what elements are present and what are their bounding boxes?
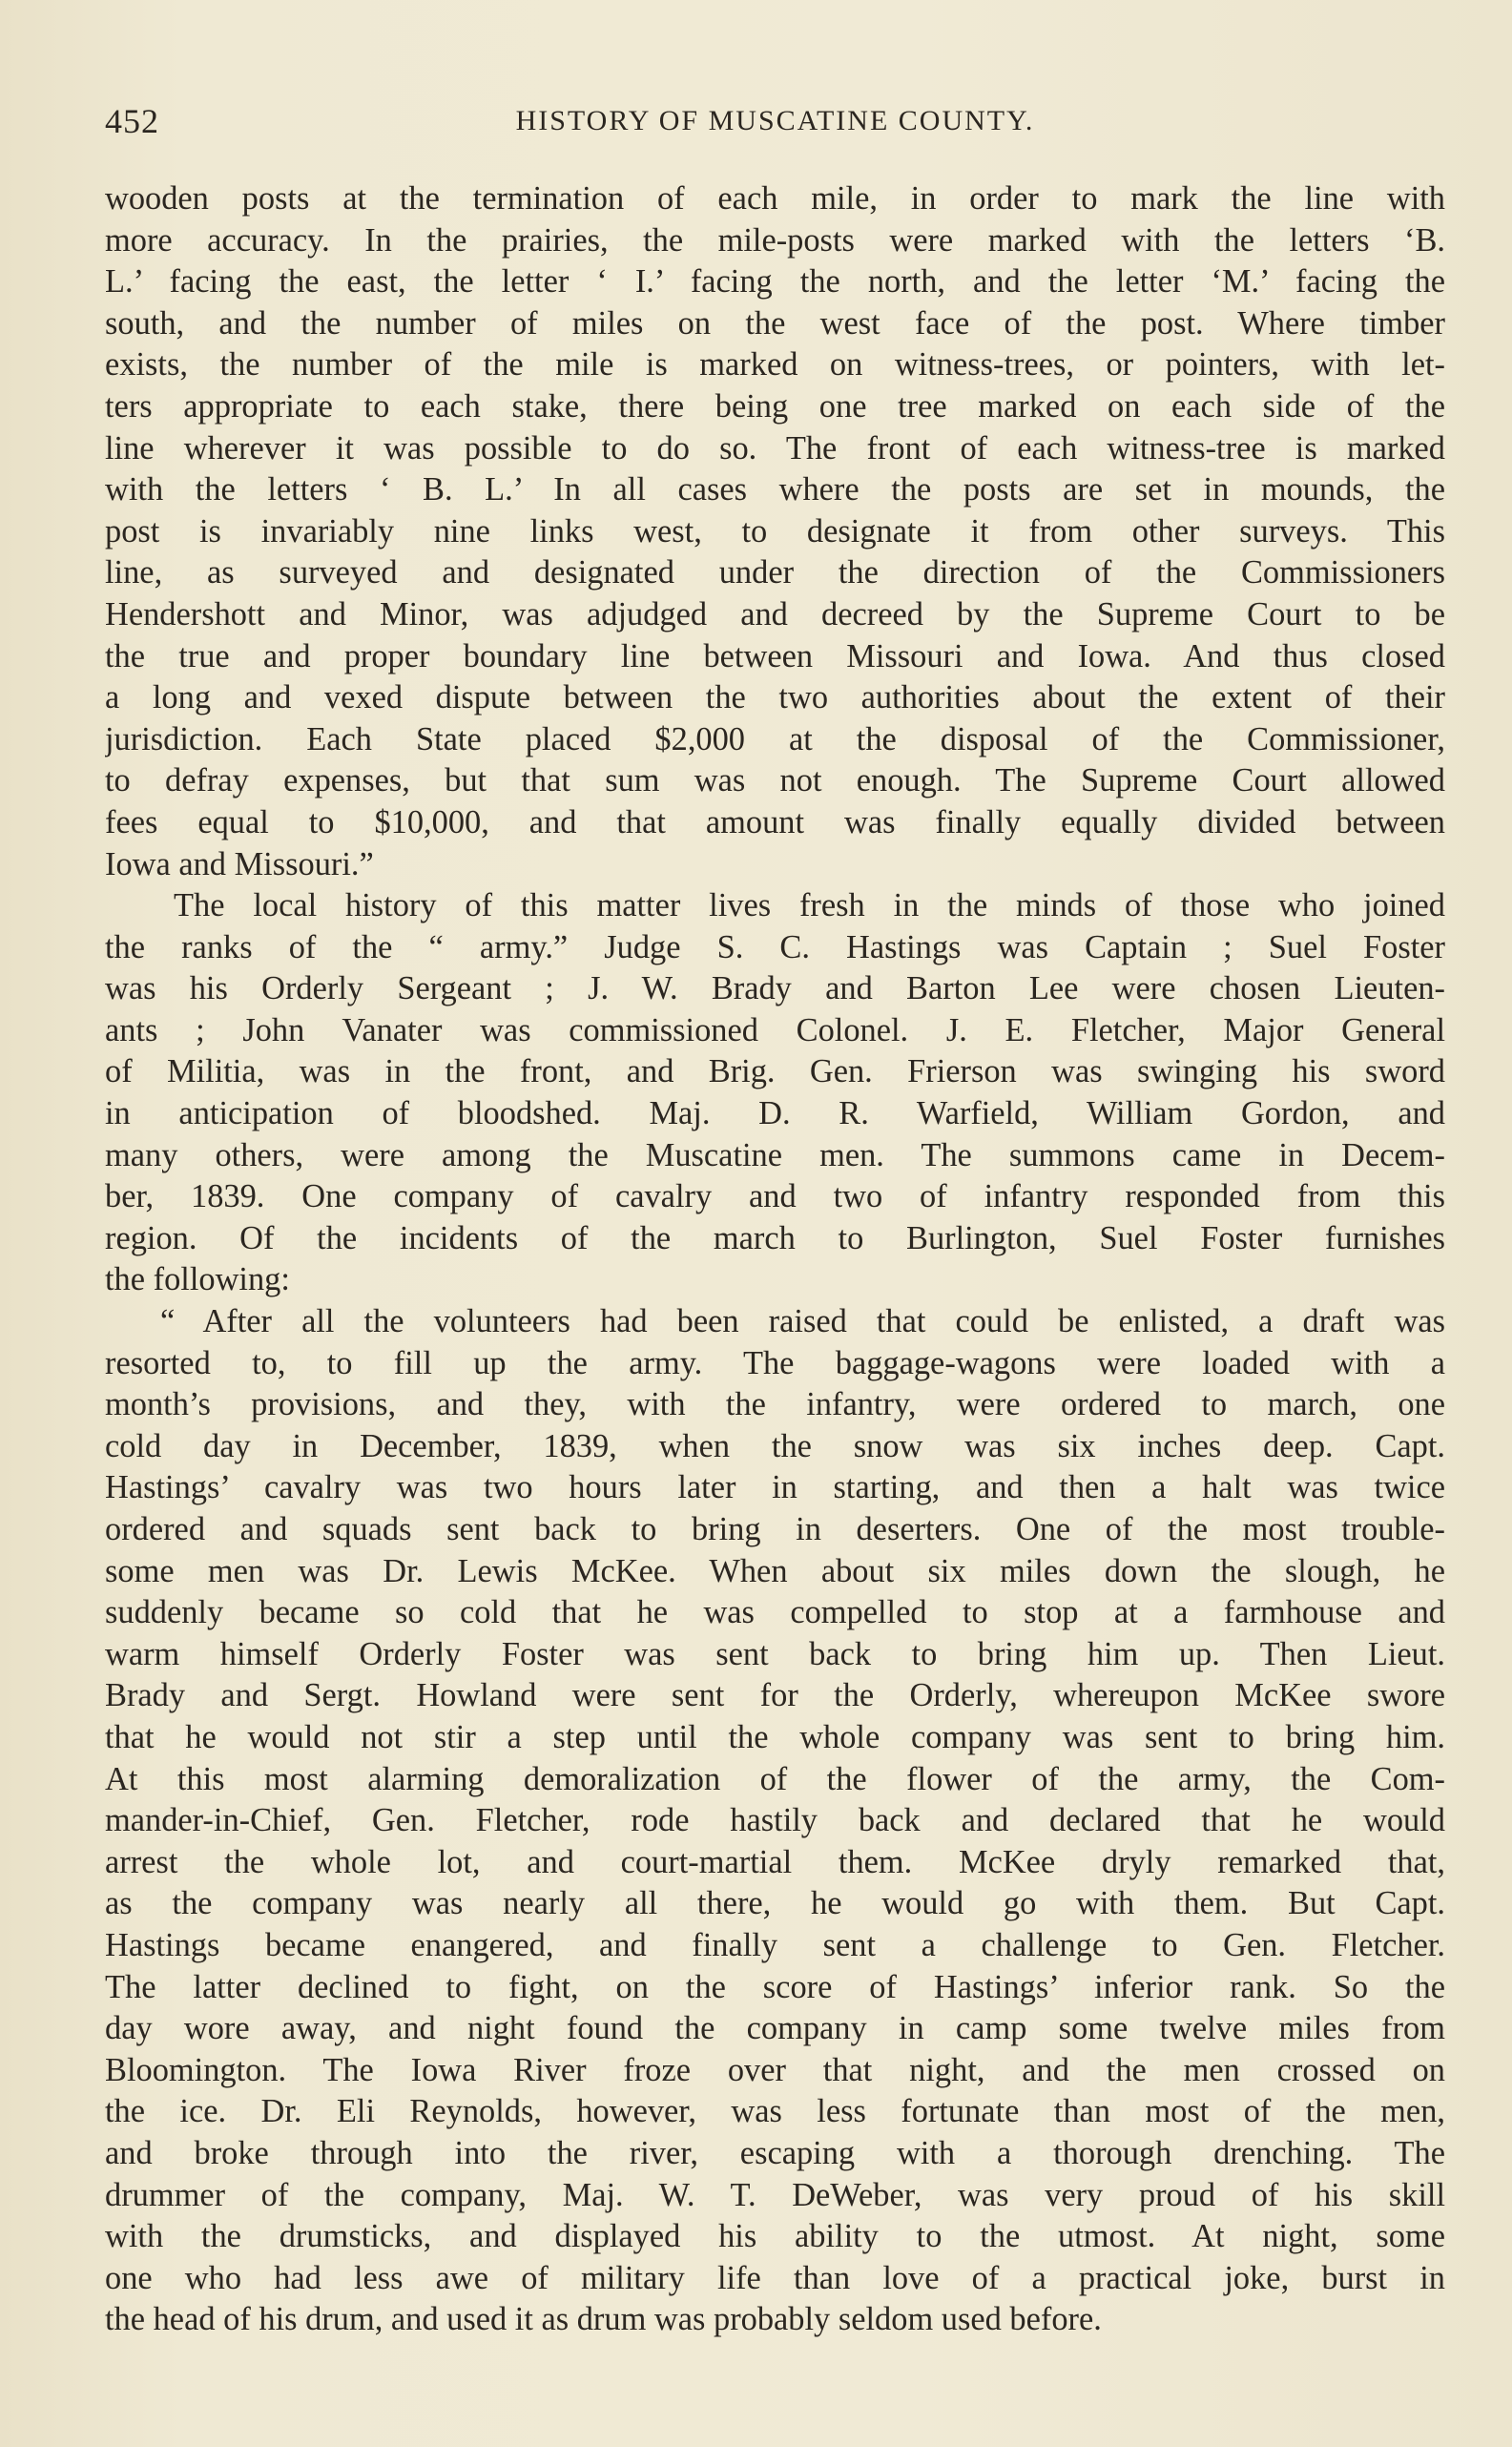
- text-line: that he would not stir a step until the whole company was sent to bring him.: [105, 1718, 1445, 1755]
- text-line: the head of his drum, and used it as drum was probably seldom used before.: [105, 2301, 1102, 2338]
- text-line: ants ; John Vanater was commissioned Colonel. J. E. Fletcher, Major General: [105, 1011, 1445, 1048]
- text-line: drummer of the company, Maj. W. T. DeWeber, was very proud of his skill: [105, 2176, 1445, 2213]
- text-line: line wherever it was possible to do so. The front of each witness-tree is marked: [105, 429, 1445, 467]
- text-line: some men was Dr. Lewis McKee. When about six miles down the slough, he: [105, 1552, 1445, 1589]
- text-line: day wore away, and night found the company in camp some twelve miles from: [105, 2010, 1445, 2047]
- page-header: [105, 101, 1445, 143]
- text-line: The latter declined to fight, on the score of Hastings’ inferior rank. So the: [105, 1968, 1445, 2005]
- text-line: as the company was nearly all there, he would go with them. But Capt.: [105, 1885, 1445, 1922]
- text-line: many others, were among the Muscatine men. The summons came in Decem-: [105, 1136, 1445, 1173]
- text-line: and broke through into the river, escaping with a thorough drenching. The: [105, 2134, 1445, 2171]
- text-line: the ice. Dr. Eli Reynolds, however, was less fortunate than most of the men,: [105, 2093, 1445, 2130]
- text-line: of Militia, was in the front, and Brig. Gen. Frierson was swinging his sword: [105, 1053, 1445, 1090]
- text-line: exists, the number of the mile is marked on witness-trees, or pointers, with let-: [105, 346, 1445, 384]
- text-line: cold day in December, 1839, when the snow was six inches deep. Capt.: [105, 1427, 1445, 1464]
- text-line: The local history of this matter lives fresh in the minds of those who joined: [174, 887, 1445, 924]
- text-line: wooden posts at the termination of each mile, in order to mark the line with: [105, 180, 1445, 217]
- text-line: the true and proper boundary line between Missouri and Iowa. And thus closed: [105, 637, 1445, 674]
- text-line: “ After all the volunteers had been raised that could be enlisted, a draft was: [160, 1303, 1445, 1340]
- running-head: HISTORY OF MUSCATINE COUNTY.: [515, 105, 1035, 136]
- text-line: with the letters ‘ B. L.’ In all cases where the posts are set in mounds, the: [105, 471, 1445, 508]
- text-line: At this most alarming demoralization of the flower of the army, the Com-: [105, 1760, 1445, 1797]
- text-line: region. Of the incidents of the march to Burlington, Suel Foster furnishes: [105, 1219, 1445, 1256]
- text-line: jurisdiction. Each State placed $2,000 at the disposal of the Commissioner,: [105, 720, 1445, 757]
- text-line: Hendershott and Minor, was adjudged and decreed by the Supreme Court to be: [105, 595, 1445, 632]
- text-line: with the drumsticks, and displayed his ability to the utmost. At night, some: [105, 2218, 1445, 2255]
- text-line: suddenly became so cold that he was compelled to stop at a farmhouse and: [105, 1594, 1445, 1631]
- text-line: resorted to, to fill up the army. The baggage-wagons were loaded with a: [105, 1344, 1445, 1381]
- page-number: 452: [105, 102, 159, 140]
- text-line: was his Orderly Sergeant ; J. W. Brady and Barton Lee were chosen Lieuten-: [105, 970, 1445, 1007]
- text-line: to defray expenses, but that sum was not enough. The Supreme Court allowed: [105, 762, 1445, 799]
- text-line: Iowa and Missouri.”: [105, 845, 374, 882]
- text-line: Bloomington. The Iowa River froze over that night, and the men crossed on: [105, 2051, 1445, 2088]
- text-line: L.’ facing the east, the letter ‘ I.’ facing the north, and the letter ‘M.’ facing the: [105, 263, 1445, 301]
- text-line: in anticipation of bloodshed. Maj. D. R. Warfield, William Gordon, and: [105, 1095, 1445, 1132]
- text-line: fees equal to $10,000, and that amount was finally equally divided between: [105, 803, 1445, 840]
- text-line: ber, 1839. One company of cavalry and two of infantry responded from this: [105, 1178, 1445, 1215]
- body-text: [105, 178, 1445, 2341]
- text-line: ters appropriate to each stake, there being one tree marked on each side of the: [105, 387, 1445, 425]
- text-line: month’s provisions, and they, with the infantry, were ordered to march, one: [105, 1386, 1445, 1423]
- text-line: mander-in-Chief, Gen. Fletcher, rode hastily back and declared that he would: [105, 1802, 1445, 1839]
- text-line: Hastings’ cavalry was two hours later in starting, and then a halt was twice: [105, 1469, 1445, 1506]
- text-line: Hastings became enangered, and finally sent a challenge to Gen. Fletcher.: [105, 1926, 1445, 1963]
- text-line: south, and the number of miles on the west face of the post. Where timber: [105, 304, 1445, 342]
- text-line: the ranks of the “ army.” Judge S. C. Hastings was Captain ; Suel Foster: [105, 928, 1445, 965]
- text-line: Brady and Sergt. Howland were sent for the Orderly, whereupon McKee swore: [105, 1677, 1445, 1714]
- text-line: a long and vexed dispute between the two authorities about the extent of their: [105, 679, 1445, 716]
- text-line: ordered and squads sent back to bring in deserters. One of the most trouble-: [105, 1511, 1445, 1547]
- text-line: more accuracy. In the prairies, the mile-posts were marked with the letters ‘B.: [105, 221, 1445, 259]
- text-line: the following:: [105, 1261, 290, 1298]
- text-line: line, as surveyed and designated under the direction of the Commissioners: [105, 554, 1445, 591]
- text-line: post is invariably nine links west, to designate it from other surveys. This: [105, 512, 1445, 550]
- text-line: one who had less awe of military life than love of a practical joke, burst in: [105, 2259, 1445, 2296]
- text-line: arrest the whole lot, and court-martial them. McKee dryly remarked that,: [105, 1843, 1445, 1880]
- text-line: warm himself Orderly Foster was sent back to bring him up. Then Lieut.: [105, 1635, 1445, 1672]
